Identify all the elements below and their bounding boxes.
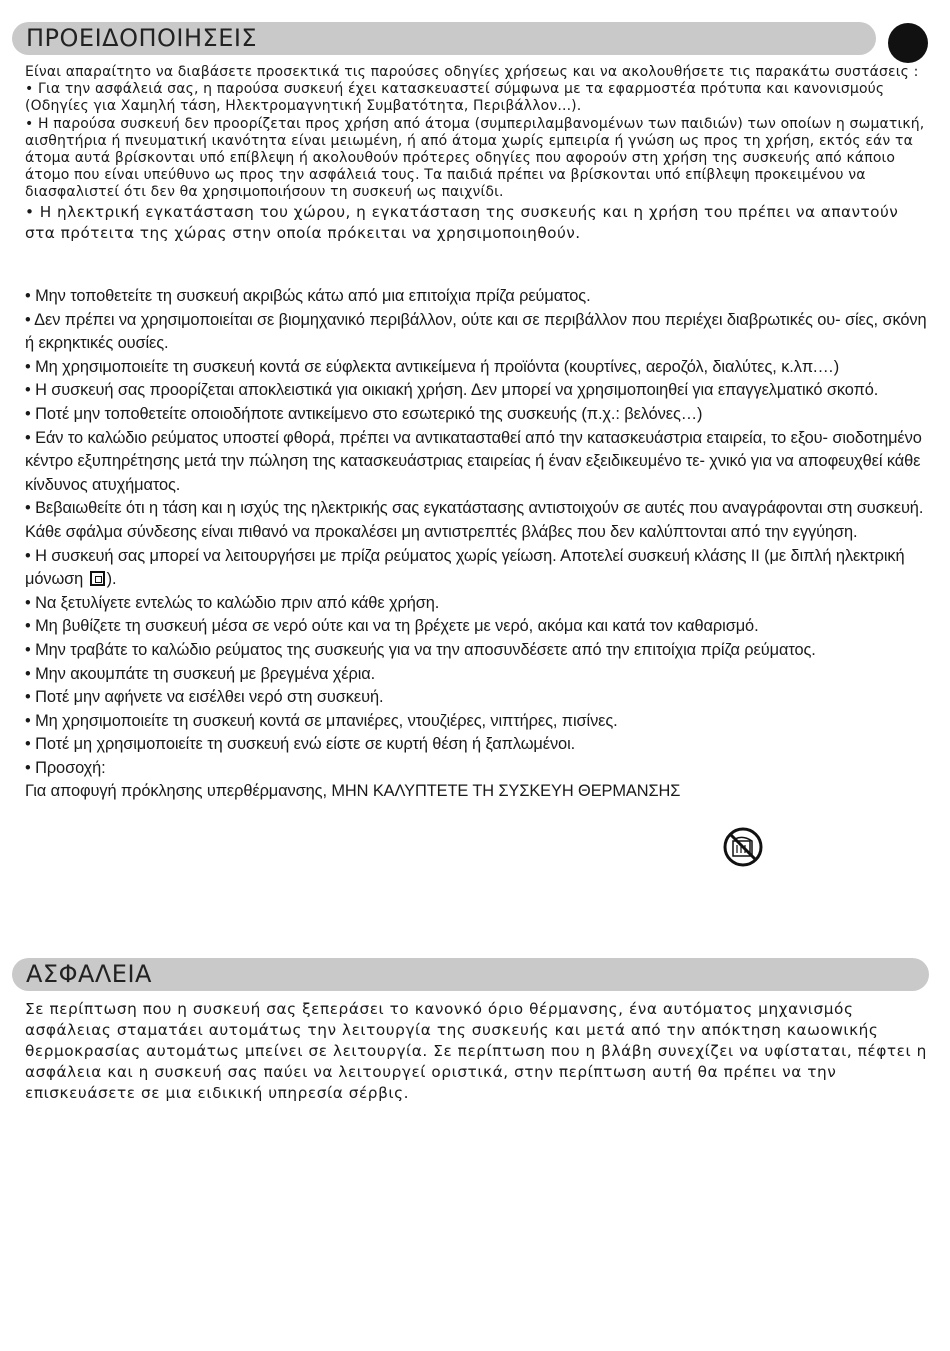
warning-item: • Προσοχή: xyxy=(25,758,106,777)
safety-text xyxy=(25,999,930,1104)
intro-paragraph-1: Είναι απαραίτητο να διαβάσετε προσεκτικά τις παρούσες οδηγίες χρήσεως και να ακολουθήσετε τις παρακάτω συστάσεις : xyxy=(25,64,919,80)
warning-item: • Μην τοποθετείτε τη συσκευή ακριβώς κάτω από μια επιτοίχια πρίζα ρεύματος. xyxy=(25,287,591,305)
warning-item: • Μη χρησιμοποιείτε τη συσκευή κοντά σε μπανιέρες, ντουζιέρες, νιπτήρες, πισίνες. xyxy=(25,711,618,730)
warning-item-class2 xyxy=(25,545,930,592)
intro-paragraph-2: • Για την ασφάλειά σας, η παρούσα συσκευή έχει κατασκευαστεί σύμφωνα με τα εφαρμοστέα πρότυπα και κανονισμούς (Οδηγίες για Χαμηλή τάση, Ηλεκτρομαγνητική Συμβατότητα, Περιβάλλον...). xyxy=(25,81,885,115)
warnings-header-bar xyxy=(12,22,876,55)
warning-item: • Εάν το καλώδιο ρεύματος υποστεί φθορά, πρέπει να αντικατασταθεί από την κατασκευάστρια εταιρεία, το εξου- σιοδοτημένο κέντρο εξυπηρέτησης μετά την πώληση της κατασκευάστριας εταιρείας ή έναν εξειδικευμένο τε- χνικό για να αποφευχθεί κάθε κίνδυνος ατυχήματος. xyxy=(25,428,922,494)
intro-paragraph-3: • Η παρούσα συσκευή δεν προορίζεται προς χρήση από άτομα (συμπεριλαμβανομένων των παιδιών) των οποίων η σωματική, αισθητήρια ή πνευματική ικανότητα είναι μειωμένη, ή από άτομα χωρίς εμπειρία ή γνώση ως προς τη χρήση, εκτός εάν τα άτομα αυτά βρίσκονται υπό επίβλεψη ή ακολουθούν πρότερες οδηγίες που αφορούν στη χρήση της συσκευής από κάποιο άτομο που είναι υπεύθυνο ως προς την ασφάλειά τους. Τα παιδιά πρέπει να βρίσκονται υπό επίβλεψη προκειμένου να διασφαλιστεί ότι δεν θα χρησιμοποιήσουν τη συσκευή ως παιχνίδι. xyxy=(25,115,925,201)
warning-item: • Ποτέ μη χρησιμοποιείτε τη συσκευή ενώ είστε σε κυρτή θέση ή ξαπλωμένοι. xyxy=(25,735,576,754)
warning-item: • Μην τραβάτε το καλώδιο ρεύματος της συσκευής για να την αποσυνδέσετε από την επιτοίχια πρίζα ρεύματος. xyxy=(25,640,816,659)
warnings-title: ΠΡΟΕΙΔΟΠΟΙΗΣΕΙΣ xyxy=(26,24,258,52)
warning-item: • Μην ακουμπάτε τη συσκευή με βρεγμένα χέρια. xyxy=(25,664,376,683)
warning-item: • Βεβαιωθείτε ότι η τάση και η ισχύς της ηλεκτρικής σας εγκατάστασης αντιστοιχούν σε αυτές που αναγράφονται στη συσκευή. Κάθε σφάλμα σύνδεσης είναι πιθανό να προκαλέσει μη αντιστρεπτές βλάβες που δεν καλύπτονται από την εγγύηση. xyxy=(25,499,924,541)
warning-item: • Μη χρησιμοποιείτε τη συσκευή κοντά σε εύφλεκτα αντικείμενα ή προϊόντα (κουρτίνες, αεροζόλ, διαλύτες, κ.λπ.…) xyxy=(25,357,840,376)
safety-title: ΑΣΦΑΛΕΙΑ xyxy=(26,960,152,988)
warning-item: • Μη βυθίζετε τη συσκευή μέσα σε νερό ούτε και να τη βρέχετε με νερό, ακόμα και κατά τον καθαρισμό. xyxy=(25,617,759,636)
warning-item: • Ποτέ μην τοποθετείτε οποιοδήποτε αντικείμενο στο εσωτερικό της συσκευής (π.χ.: βελόνες…) xyxy=(25,404,703,423)
warning-item: • Δεν πρέπει να χρησιμοποιείται σε βιομηχανικό περιβάλλον, ούτε και σε περιβάλλον που περιέχει διαβρωτικές ου- σίες, σκόνη ή εκρηκτικές ουσίες. xyxy=(25,310,927,353)
warnings-intro xyxy=(25,64,930,244)
safety-paragraph: Σε περίπτωση που η συσκευή σας ξεπεράσει το κανονκό όριο θέρμανσης, ένα αυτόματος μηχανισμός ασφάλειας σταματάει αυτομάτως την λειτουργία της συσκευής και μετά από την απόκτηση καωοwικής θερμοκρασίας αυτομάτως μπείνει σε λειτουργία. Σε περίπτωση που η βλάβη συνεχίζει να υφίσταται, πέφτει η ασφάλεια και η συσκευή σας παύει να λειτουργεί οριστικά, στην περίπτωση αυτή θα πρέπει να την επισκευάσετε σε μια ειδικική υπηρεσία σέρβις. xyxy=(25,1000,927,1102)
safety-header-bar xyxy=(12,958,929,991)
do-not-cover-icon xyxy=(722,826,764,868)
page-marker-dot xyxy=(888,23,928,63)
class2-end: ). xyxy=(106,570,117,589)
double-insulation-icon xyxy=(90,571,105,586)
warnings-list xyxy=(25,285,930,804)
class2-text: • Η συσκευή σας μπορεί να λειτουργήσει με πρίζα ρεύματος χωρίς γείωση. Αποτελεί συσκευή κλάσης ΙΙ (με διπλή ηλεκτρική μόνωση xyxy=(25,546,905,589)
warning-item: • Ποτέ μην αφήνετε να εισέλθει νερό στη συσκευή. xyxy=(25,688,384,707)
warning-item: • Η συσκευή σας προορίζεται αποκλειστικά για οικιακή χρήση. Δεν μπορεί να χρησιμοποιηθεί για επαγγελματικό σκοπό. xyxy=(25,381,879,400)
caution-text: Για αποφυγή πρόκλησης υπερθέρμανσης, ΜΗΝ ΚΑΛΥΠΤΕΤΕ ΤΗ ΣΥΣΚΕΥΗ ΘΕΡΜΑΝΣΗΣ xyxy=(25,782,681,801)
warning-item: • Να ξετυλίγετε εντελώς το καλώδιο πριν από κάθε χρήση. xyxy=(25,593,440,612)
intro-paragraph-4: • Η ηλεκτρική εγκατάσταση του χώρου, η εγκατάσταση της συσκευής και η χρήση του πρέπει να απαντούν στα πρότειτα της χώρας στην οποία πρόκειται να χρησιμοποιηθούν. xyxy=(25,202,899,242)
